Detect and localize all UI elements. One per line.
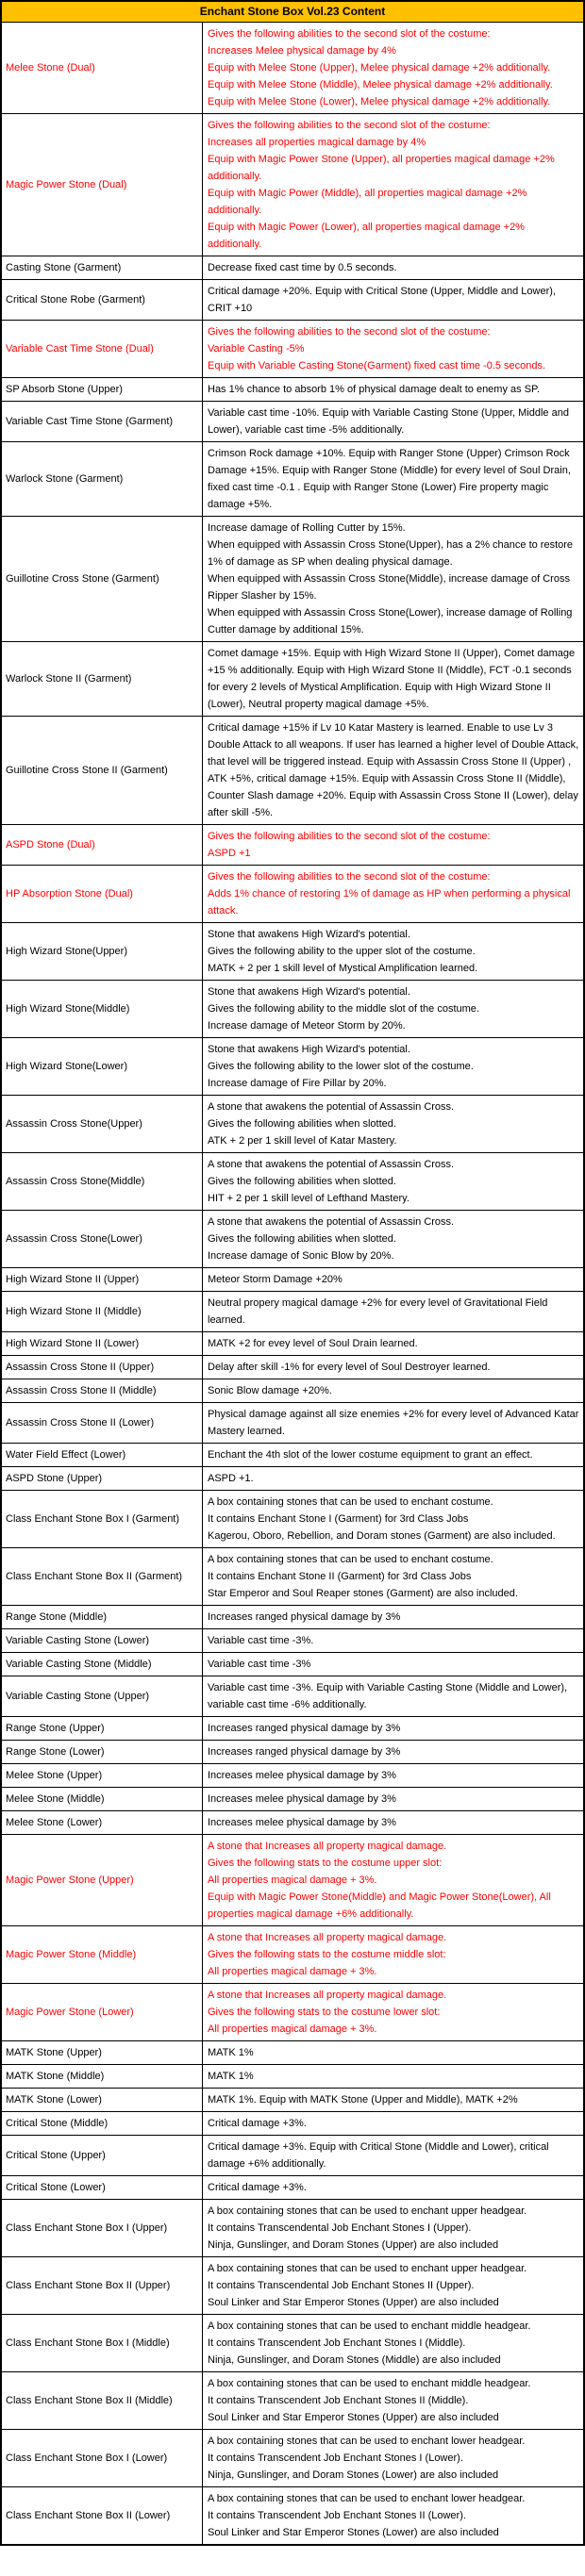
item-description <box>203 825 583 865</box>
description-line: Enchant the 4th slot of the lower costume equipment to grant an effect. <box>208 1449 533 1461</box>
description-line: Gives the following stats to the costume upper slot: <box>208 1858 443 1869</box>
description-line: MATK 1%. Equip with MATK Stone (Upper and Middle), MATK +2% <box>208 2094 518 2105</box>
description-line: Critical damage +3%. Equip with Critical Stone (Middle and Lower), critical damage +6% additionally. <box>208 2141 549 2170</box>
item-name: Range Stone (Lower) <box>2 1741 203 1763</box>
description-line: Soul Linker and Star Emperor Stones (Upper) are also included <box>208 2412 499 2423</box>
item-description <box>203 1332 583 1355</box>
item-description <box>203 717 583 824</box>
item-name: MATK Stone (Upper) <box>2 2041 203 2064</box>
description-line: All properties magical damage + 3%. <box>208 2023 377 2035</box>
table-row <box>2 2089 583 2112</box>
description-line: Increases melee physical damage by 3% <box>208 1793 396 1805</box>
table-row <box>2 1292 583 1332</box>
item-name: Range Stone (Upper) <box>2 1717 203 1740</box>
item-description <box>203 866 583 922</box>
description-line: It contains Transcendent Job Enchant Stones II (Lower). <box>208 2510 466 2521</box>
item-name: Variable Cast Time Stone (Garment) <box>2 402 203 441</box>
table-row <box>2 23 583 114</box>
item-description <box>203 1403 583 1443</box>
item-name: Water Field Effect (Lower) <box>2 1444 203 1466</box>
description-line: A box containing stones that can be used to enchant costume. <box>208 1554 493 1565</box>
item-description <box>203 923 583 980</box>
description-line: Increases ranged physical damage by 3% <box>208 1611 401 1623</box>
table-body <box>2 23 583 2544</box>
item-name: Melee Stone (Lower) <box>2 1811 203 1834</box>
description-line: A box containing stones that can be used to enchant upper headgear. <box>208 2205 527 2217</box>
description-line: A stone that Increases all property magical damage. <box>208 1990 447 2001</box>
description-line: A box containing stones that can be used to enchant lower headgear. <box>208 2493 526 2504</box>
item-name: Warlock Stone (Garment) <box>2 442 203 516</box>
item-description <box>203 1153 583 1210</box>
item-description <box>203 1741 583 1763</box>
item-description <box>203 2487 583 2544</box>
table-row <box>2 1403 583 1444</box>
item-name: Class Enchant Stone Box I (Garment) <box>2 1491 203 1547</box>
description-line: Gives the following abilities when slotted. <box>208 1233 396 1245</box>
description-line: It contains Enchant Stone II (Garment) for 3rd Class Jobs <box>208 1571 472 1582</box>
item-description <box>203 1984 583 2040</box>
table-row <box>2 1332 583 1356</box>
description-line: It contains Transcendental Job Enchant Stones I (Upper). <box>208 2222 472 2234</box>
description-line: HIT + 2 per 1 skill level of Lefthand Mastery. <box>208 1193 410 1204</box>
description-line: ASPD +1. <box>208 1473 254 1484</box>
description-line: Increases melee physical damage by 3% <box>208 1817 396 1828</box>
item-description <box>203 1444 583 1466</box>
description-line: Neutral propery magical damage +2% for every level of Gravitational Field learned. <box>208 1297 548 1326</box>
description-line: It contains Transcendent Job Enchant Stones II (Middle). <box>208 2395 469 2406</box>
item-name: Variable Casting Stone (Upper) <box>2 1676 203 1716</box>
description-line: Increases ranged physical damage by 3% <box>208 1746 401 1758</box>
description-line: Adds 1% chance of restoring 1% of damage as HP when performing a physical attack. <box>208 888 571 916</box>
table-row <box>2 1741 583 1764</box>
table-row <box>2 642 583 717</box>
description-line: Equip with Variable Casting Stone(Garment) fixed cast time -0.5 seconds. <box>208 360 546 372</box>
item-name: Critical Stone (Lower) <box>2 2176 203 2199</box>
description-line: Meteor Storm Damage +20% <box>208 1274 343 1285</box>
description-line: Sonic Blow damage +20%. <box>208 1385 332 1396</box>
description-line: Soul Linker and Star Emperor Stones (Lower) are also included <box>208 2527 499 2538</box>
item-description <box>203 114 583 256</box>
item-description <box>203 442 583 516</box>
description-line: Decrease fixed cast time by 0.5 seconds. <box>208 262 397 273</box>
description-line: Equip with Melee Stone (Middle), Melee physical damage +2% additionally. <box>208 79 553 91</box>
item-description <box>203 378 583 401</box>
table-row <box>2 2315 583 2372</box>
description-line: Star Emperor and Soul Reaper stones (Garment) are also included. <box>208 1588 518 1599</box>
table-row <box>2 1926 583 1984</box>
item-name: Class Enchant Stone Box I (Lower) <box>2 2430 203 2486</box>
description-line: A box containing stones that can be used to enchant lower headgear. <box>208 2436 526 2447</box>
item-description <box>203 1038 583 1095</box>
description-line: Variable cast time -3%. Equip with Variable Casting Stone (Middle and Lower), variable cast time -6% additionally. <box>208 1682 568 1710</box>
item-name: Melee Stone (Middle) <box>2 1788 203 1810</box>
description-line: Equip with Melee Stone (Lower), Melee physical damage +2% additionally. <box>208 96 551 107</box>
table-row <box>2 1444 583 1467</box>
table-row <box>2 321 583 378</box>
description-line: Increase damage of Fire Pillar by 20%. <box>208 1078 387 1089</box>
item-description <box>203 1811 583 1834</box>
table-row <box>2 378 583 402</box>
item-name: Assassin Cross Stone II (Lower) <box>2 1403 203 1443</box>
table-row <box>2 2112 583 2136</box>
table-row <box>2 866 583 923</box>
description-line: Increase damage of Sonic Blow by 20%. <box>208 1250 394 1262</box>
item-description <box>203 2041 583 2064</box>
description-line: When equipped with Assassin Cross Stone(Lower), increase damage of Rolling Cutter damage by additional 15%. <box>208 607 573 636</box>
description-line: All properties magical damage + 3%. <box>208 1874 377 1886</box>
item-name: MATK Stone (Lower) <box>2 2089 203 2111</box>
description-line: Gives the following ability to the middle slot of the costume. <box>208 1003 479 1015</box>
table-row <box>2 2065 583 2089</box>
description-line: Variable cast time -10%. Equip with Variable Casting Stone (Upper, Middle and Lower), variable cast time -5% additionally. <box>208 407 569 436</box>
item-name: Guillotine Cross Stone II (Garment) <box>2 717 203 824</box>
description-line: All properties magical damage + 3%. <box>208 1966 377 1977</box>
table-row <box>2 256 583 280</box>
item-name: Critical Stone (Upper) <box>2 2136 203 2175</box>
item-name: Magic Power Stone (Dual) <box>2 114 203 256</box>
description-line: Gives the following abilities to the second slot of the costume: <box>208 28 491 40</box>
item-description <box>203 1096 583 1152</box>
description-line: It contains Enchant Stone I (Garment) for 3rd Class Jobs <box>208 1513 469 1525</box>
table-row <box>2 1717 583 1741</box>
item-description <box>203 1379 583 1402</box>
description-line: Variable cast time -3% <box>208 1659 311 1670</box>
item-description <box>203 1548 583 1605</box>
item-name: Class Enchant Stone Box II (Middle) <box>2 2372 203 2429</box>
description-line: It contains Transcendent Job Enchant Stones I (Middle). <box>208 2337 466 2349</box>
table-row <box>2 2257 583 2315</box>
description-line: Equip with Magic Power Stone (Upper), all properties magical damage +2% additionally. <box>208 154 555 182</box>
description-line: Gives the following abilities to the second slot of the costume: <box>208 831 491 842</box>
item-description <box>203 2430 583 2486</box>
table-row <box>2 2176 583 2200</box>
description-line: When equipped with Assassin Cross Stone(Middle), increase damage of Cross Ripper Slasher by 15%. <box>208 573 570 602</box>
item-name: High Wizard Stone II (Upper) <box>2 1268 203 1291</box>
item-description <box>203 2176 583 2199</box>
table-row <box>2 1788 583 1811</box>
item-description <box>203 280 583 320</box>
description-line: A box containing stones that can be used to enchant costume. <box>208 1496 493 1508</box>
item-name: Class Enchant Stone Box II (Upper) <box>2 2257 203 2314</box>
description-line: Stone that awakens High Wizard's potential. <box>208 986 410 998</box>
description-line: Increase damage of Meteor Storm by 20%. <box>208 1020 406 1032</box>
item-name: ASPD Stone (Upper) <box>2 1467 203 1490</box>
description-line: MATK +2 for evey level of Soul Drain learned. <box>208 1338 418 1349</box>
item-description <box>203 2112 583 2135</box>
description-line: Equip with Magic Power (Lower), all properties magical damage +2% additionally. <box>208 222 525 250</box>
table-row <box>2 1096 583 1153</box>
description-line: ASPD +1 <box>208 848 251 859</box>
description-line: A box containing stones that can be used to enchant middle headgear. <box>208 2378 531 2389</box>
table-row <box>2 2372 583 2430</box>
item-name: Assassin Cross Stone(Upper) <box>2 1096 203 1152</box>
description-line: It contains Transcendental Job Enchant Stones II (Upper). <box>208 2280 475 2291</box>
item-description <box>203 2136 583 2175</box>
description-line: Increases ranged physical damage by 3% <box>208 1723 401 1734</box>
item-description <box>203 2200 583 2256</box>
table-row <box>2 1467 583 1491</box>
description-line: Equip with Melee Stone (Upper), Melee physical damage +2% additionally. <box>208 62 551 74</box>
item-description <box>203 1835 583 1925</box>
description-line: Gives the following abilities to the second slot of the costume: <box>208 326 491 338</box>
item-description <box>203 1356 583 1379</box>
description-line: Critical damage +15% if Lv 10 Katar Mastery is learned. Enable to use Lv 3 Double Attack to all weapons. If user has learned a higher level of Double Attack, that level will be triggered instead. Equip with Assassin Cross Stone II (Upper) , ATK +5%, critical damage +15%. Equip with Assassin Cross Stone II (Middle), Counter Slash damage +20%. Equip with Assassin Cross Stone II (Lower), delay after skill -5%. <box>208 722 579 818</box>
item-description <box>203 1764 583 1787</box>
item-name: Warlock Stone II (Garment) <box>2 642 203 716</box>
item-description <box>203 256 583 279</box>
description-line: Gives the following abilities to the second slot of the costume: <box>208 120 491 131</box>
description-line: Gives the following stats to the costume middle slot: <box>208 1949 446 1960</box>
item-description <box>203 1467 583 1490</box>
description-line: MATK + 2 per 1 skill level of Mystical Amplification learned. <box>208 963 478 974</box>
item-name: Casting Stone (Garment) <box>2 256 203 279</box>
description-line: A stone that Increases all property magical damage. <box>208 1841 447 1852</box>
item-name: Variable Cast Time Stone (Dual) <box>2 321 203 377</box>
table-title: Enchant Stone Box Vol.23 Content <box>2 2 583 23</box>
item-name: High Wizard Stone II (Lower) <box>2 1332 203 1355</box>
description-line: Gives the following stats to the costume lower slot: <box>208 2006 441 2018</box>
table-row <box>2 1764 583 1788</box>
table-row <box>2 717 583 825</box>
description-line: A stone that awakens the potential of Assassin Cross. <box>208 1101 455 1113</box>
item-description <box>203 642 583 716</box>
description-line: Has 1% chance to absorb 1% of physical damage dealt to enemy as SP. <box>208 384 541 395</box>
table-row <box>2 1356 583 1379</box>
table-row <box>2 1211 583 1268</box>
description-line: It contains Transcendent Job Enchant Stones I (Lower). <box>208 2452 463 2464</box>
description-line: Crimson Rock damage +10%. Equip with Ranger Stone (Upper) Crimson Rock Damage +15%. Equip with Ranger Stone (Middle) for every level of Soul Drain, fixed cast time -0.1 . Equip with Ranger Stone (Lower) Fire property magic damage +5%. <box>208 448 571 510</box>
description-line: Gives the following ability to the upper slot of the costume. <box>208 946 476 957</box>
item-description <box>203 517 583 641</box>
description-line: Variable Casting -5% <box>208 343 305 355</box>
table-row <box>2 2136 583 2176</box>
table-row <box>2 402 583 442</box>
description-line: Ninja, Gunslinger, and Doram Stones (Middle) are also included <box>208 2354 501 2366</box>
description-line: Soul Linker and Star Emperor Stones (Upper) are also included <box>208 2297 499 2308</box>
table-row <box>2 2487 583 2544</box>
table-row <box>2 442 583 517</box>
table-row <box>2 825 583 866</box>
description-line: Comet damage +15%. Equip with High Wizard Stone II (Upper), Comet damage +15 % additionally. Equip with High Wizard Stone II (Middle), FCT -0.1 seconds for every 2 levels of Mystical Amplification. Equip with High Wizard Stone II (Lower), Neutral property magical damage +5%. <box>208 648 576 710</box>
item-description <box>203 1717 583 1740</box>
item-name: Guillotine Cross Stone (Garment) <box>2 517 203 641</box>
item-name: Assassin Cross Stone II (Middle) <box>2 1379 203 1402</box>
item-description <box>203 1676 583 1716</box>
table-row <box>2 280 583 321</box>
item-name: Assassin Cross Stone(Middle) <box>2 1153 203 1210</box>
item-description <box>203 1211 583 1267</box>
item-name: Variable Casting Stone (Lower) <box>2 1629 203 1652</box>
description-line: Increases all properties magical damage by 4% <box>208 137 426 148</box>
description-line: Increases melee physical damage by 3% <box>208 1770 396 1781</box>
table-row <box>2 1984 583 2041</box>
item-name: High Wizard Stone(Upper) <box>2 923 203 980</box>
table-row <box>2 981 583 1038</box>
description-line: Kagerou, Oboro, Rebellion, and Doram stones (Garment) are also included. <box>208 1530 556 1542</box>
description-line: Increases Melee physical damage by 4% <box>208 45 396 57</box>
description-line: ATK + 2 per 1 skill level of Katar Mastery. <box>208 1135 397 1147</box>
table-row <box>2 2200 583 2257</box>
table-row <box>2 1606 583 1629</box>
item-name: Class Enchant Stone Box II (Garment) <box>2 1548 203 1605</box>
item-name: Magic Power Stone (Lower) <box>2 1984 203 2040</box>
item-name: Class Enchant Stone Box I (Middle) <box>2 2315 203 2371</box>
item-description <box>203 1606 583 1628</box>
item-name: Magic Power Stone (Upper) <box>2 1835 203 1925</box>
description-line: Stone that awakens High Wizard's potential. <box>208 1044 410 1055</box>
table-row <box>2 1548 583 1606</box>
item-description <box>203 1653 583 1676</box>
description-line: Gives the following ability to the lower slot of the costume. <box>208 1061 474 1072</box>
table-row <box>2 1379 583 1403</box>
item-name: Magic Power Stone (Middle) <box>2 1926 203 1983</box>
description-line: Critical damage +3%. <box>208 2182 307 2193</box>
table-row <box>2 114 583 256</box>
item-description <box>203 1292 583 1331</box>
table-row <box>2 1653 583 1676</box>
item-name: Critical Stone (Middle) <box>2 2112 203 2135</box>
description-line: A stone that awakens the potential of Assassin Cross. <box>208 1216 455 1228</box>
description-line: Variable cast time -3%. <box>208 1635 314 1646</box>
table-row <box>2 1629 583 1653</box>
description-line: Delay after skill -1% for every level of Soul Destroyer learned. <box>208 1362 491 1373</box>
table-row <box>2 1491 583 1548</box>
item-name: Class Enchant Stone Box II (Lower) <box>2 2487 203 2544</box>
description-line: Physical damage against all size enemies +2% for every level of Advanced Katar Mastery learned. <box>208 1409 579 1437</box>
description-line: When equipped with Assassin Cross Stone(Upper), has a 2% chance to restore 1% of damage as SP when dealing physical damage. <box>208 539 574 568</box>
table-row <box>2 1268 583 1292</box>
table-row <box>2 1038 583 1096</box>
item-description <box>203 1788 583 1810</box>
description-line: A stone that Increases all property magical damage. <box>208 1932 447 1943</box>
table-row <box>2 1676 583 1717</box>
item-name: High Wizard Stone(Middle) <box>2 981 203 1037</box>
item-name: Range Stone (Middle) <box>2 1606 203 1628</box>
item-name: Variable Casting Stone (Middle) <box>2 1653 203 1676</box>
item-description <box>203 1268 583 1291</box>
description-line: Ninja, Gunslinger, and Doram Stones (Lower) are also included <box>208 2469 499 2481</box>
description-line: Critical damage +20%. Equip with Critical Stone (Upper, Middle and Lower), CRIT +10 <box>208 286 556 314</box>
item-description <box>203 2065 583 2088</box>
table-row <box>2 1835 583 1926</box>
item-name: Critical Stone Robe (Garment) <box>2 280 203 320</box>
description-line: Gives the following abilities to the second slot of the costume: <box>208 871 491 883</box>
item-name: SP Absorb Stone (Upper) <box>2 378 203 401</box>
item-name: Class Enchant Stone Box I (Upper) <box>2 2200 203 2256</box>
item-description <box>203 1629 583 1652</box>
description-line: Gives the following abilities when slotted. <box>208 1176 396 1187</box>
table-row <box>2 923 583 981</box>
item-name: High Wizard Stone II (Middle) <box>2 1292 203 1331</box>
description-line: A box containing stones that can be used to enchant middle headgear. <box>208 2320 531 2332</box>
description-line: A box containing stones that can be used to enchant upper headgear. <box>208 2263 527 2274</box>
description-line: Increase damage of Rolling Cutter by 15%. <box>208 522 406 534</box>
item-name: MATK Stone (Middle) <box>2 2065 203 2088</box>
item-description <box>203 2089 583 2111</box>
table-row <box>2 517 583 642</box>
table-row <box>2 1811 583 1835</box>
item-name: Melee Stone (Upper) <box>2 1764 203 1787</box>
description-line: Equip with Magic Power (Middle), all properties magical damage +2% additionally. <box>208 188 527 216</box>
item-description <box>203 1491 583 1547</box>
table-row <box>2 2041 583 2065</box>
table-row <box>2 2430 583 2487</box>
item-description <box>203 981 583 1037</box>
item-name: ASPD Stone (Dual) <box>2 825 203 865</box>
item-name: High Wizard Stone(Lower) <box>2 1038 203 1095</box>
item-description <box>203 23 583 113</box>
description-line: Stone that awakens High Wizard's potential. <box>208 929 410 940</box>
item-name: Assassin Cross Stone II (Upper) <box>2 1356 203 1379</box>
item-description <box>203 321 583 377</box>
item-description <box>203 2372 583 2429</box>
item-description <box>203 2257 583 2314</box>
item-description <box>203 1926 583 1983</box>
item-name: Assassin Cross Stone(Lower) <box>2 1211 203 1267</box>
item-description <box>203 2315 583 2371</box>
item-name: HP Absorption Stone (Dual) <box>2 866 203 922</box>
item-name: Melee Stone (Dual) <box>2 23 203 113</box>
description-line: Ninja, Gunslinger, and Doram Stones (Upper) are also included <box>208 2239 499 2251</box>
description-line: Gives the following abilities when slotted. <box>208 1118 396 1130</box>
description-line: MATK 1% <box>208 2047 254 2058</box>
description-line: A stone that awakens the potential of Assassin Cross. <box>208 1159 455 1170</box>
description-line: Equip with Magic Power Stone(Middle) and Magic Power Stone(Lower), All properties magical damage +6% additionally. <box>208 1891 551 1920</box>
table-row <box>2 1153 583 1211</box>
description-line: Critical damage +3%. <box>208 2118 307 2129</box>
description-line: MATK 1% <box>208 2071 254 2082</box>
item-description <box>203 402 583 441</box>
